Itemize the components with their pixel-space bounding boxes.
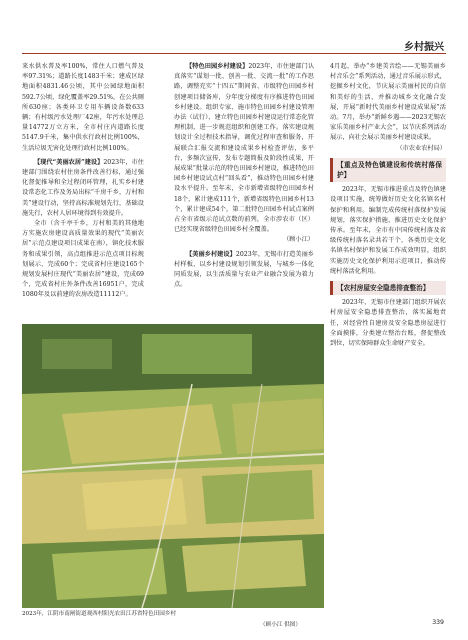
- paragraph: [174, 250, 314, 291]
- subsection-heading: 【现代“美丽农居”建设】: [34, 158, 104, 166]
- field-patch: [142, 334, 252, 374]
- paragraph-text: 2023年，市住建部门围绕农村住房条件改善行标，通过强化督促推导和全过程闭环管理，扎实乡村建设常态化工作及务局出标“千房千乡，万村和美”建设行动，坚持高标准规划先行，基础设施先行，农村人居环境得到有效提升。: [22, 158, 144, 217]
- paragraph: 4月起，举办“乡建美音绘——无锡美丽乡村音乐会”系列活动，通过音乐展示形式，挖掘乡村文化，节庆展示美丽村民的自信和美好的生活，并推动城乡文化融合发展，开展“新时代美丽乡村建设成果展”活动。7月，举办“新鲜乡遇——2023无锡农家乐美丽乡村产业大会”，以节庆系列活动展示，向社会展示美丽乡村建设成果。: [330, 63, 446, 142]
- field-patch: [232, 398, 324, 454]
- paragraph: [22, 158, 144, 219]
- header-rule: [22, 53, 446, 54]
- page-number: 339: [432, 619, 444, 626]
- field-patch: [182, 540, 306, 592]
- field-patch: [62, 404, 222, 464]
- field-patch: [42, 339, 112, 369]
- paragraph: 全市（含千亭千乡，万村和美的其他地方实施农房建设高质量效果的现代“美丽农居”示范点建设项目成果在南），镇化技术服务和成果引领，高点组推进示范点项目标规划展示，完成60个；完成省村庄建设165个规划发展村庄现代“美丽农居”建设，完成69个，完成省村庄外条件改善16951户，完成1080年及以前建的农房改造11112户。: [22, 220, 144, 299]
- photo-caption: 2023年，江阴市南闸街道观西村阳光农田江苏省特色田园乡村: [22, 611, 177, 617]
- field-patch: [202, 470, 314, 524]
- subsection-heading: 【美丽乡村建设】: [186, 250, 236, 258]
- section-heading-bar: 【重点及特色镇建设和传统村落保护】: [330, 158, 446, 182]
- author-credit: （市农业农村局）: [396, 144, 446, 152]
- aerial-field-illustration: [22, 324, 324, 608]
- paragraph: 2023年，无锡市住建部门组织开展农村房屋安全隐患排查整治，落实属地责任，对经营性自建房及安全隐患房屋进行全面摸排，分类建立整治台账，督促整改到位，切实保障群众生命财产安全。: [330, 299, 446, 348]
- section-title: 乡村振兴: [404, 42, 444, 53]
- aerial-field-photo: [22, 324, 324, 608]
- column-3: [330, 62, 446, 617]
- column-2: [174, 62, 314, 314]
- photo-credit: （顾小江 供图）: [260, 622, 301, 628]
- paragraph-text: 2023年，无锡市打造美丽乡村样板，以乡村建设规划引领发展，与城乡一体化同质发展，以生活质量与农业产业融合发展为着力点。: [174, 250, 314, 289]
- subsection-heading: 【特色田园乡村建设】: [186, 63, 249, 70]
- paragraph: [174, 62, 314, 235]
- paragraph: 来水供水普及率100%，常住人口燃气普及率97.31%；道路长度1483千米；建成区绿地面积4831.46公顷，其中公园绿地面积592.7公顷，绿化覆盖率29.51%，在公共厕所630座；各类环卫专用车辆设备数633辆；有村级污水处理厂42座，年污水处理总量14772万立方米，全市村庄内道路长度5147.9千米，集中供水行政村比例100%，生活垃圾无害化处理行政村比例100%。: [22, 63, 144, 152]
- author-credit: （顾小江）: [283, 236, 314, 244]
- field-patch: [52, 548, 167, 600]
- paragraph-text: 2023年，市住建部门认真落实“谋划一批、创善一批、交流一批”的工作思路，调整充实“十四五”期间省、市级特色田园乡村创建项目储备库，分年度分梯度有序推进特色田园乡村建设。组织专家、施市特色田园乡村建设管理办法（试行），建立特色田园乡村建设运行常态化管理机制，进一步规范组织和创建工作。落实建设规划设计全过程技术指导，调优过程审查和服务，开展联合汇报交流和建设成果乡村检查评估，多平台，多频次宣传，发布专题简报及阶段性成果，开展成果“批量示范的特色田园乡村建设，推进特色田园乡村建设试点村“回头看”，推动特色田园乡村建设水平提升。至年末，全市新增省级特色田园乡村18个，累计建成111个，新增省级特色田园乡村13个，累计建成54个，第二批特色田园乡村试点案例占全市省级示范试点数的前列，全市涉农市（区）已经实现省级特色田园乡村全覆盖。: [174, 63, 314, 234]
- paragraph: 2023年，无锡市推进重点及特色镇建设项目实施，统筹做好历史文化名镇名村保护和利用。编制完成传统村落保护发展规划，落实保护措施，推进历史文化保护传承。至年末，全市有中国传统村落及省级传统村落名录共若干个，各类历史文化名镇名村保护和发展工作成效明显，组织实施历史文化保护利用示范项目，推动传统村落活化利用。: [330, 186, 446, 275]
- section-heading-bar: 【农村房屋安全隐患排查整治】: [330, 281, 446, 295]
